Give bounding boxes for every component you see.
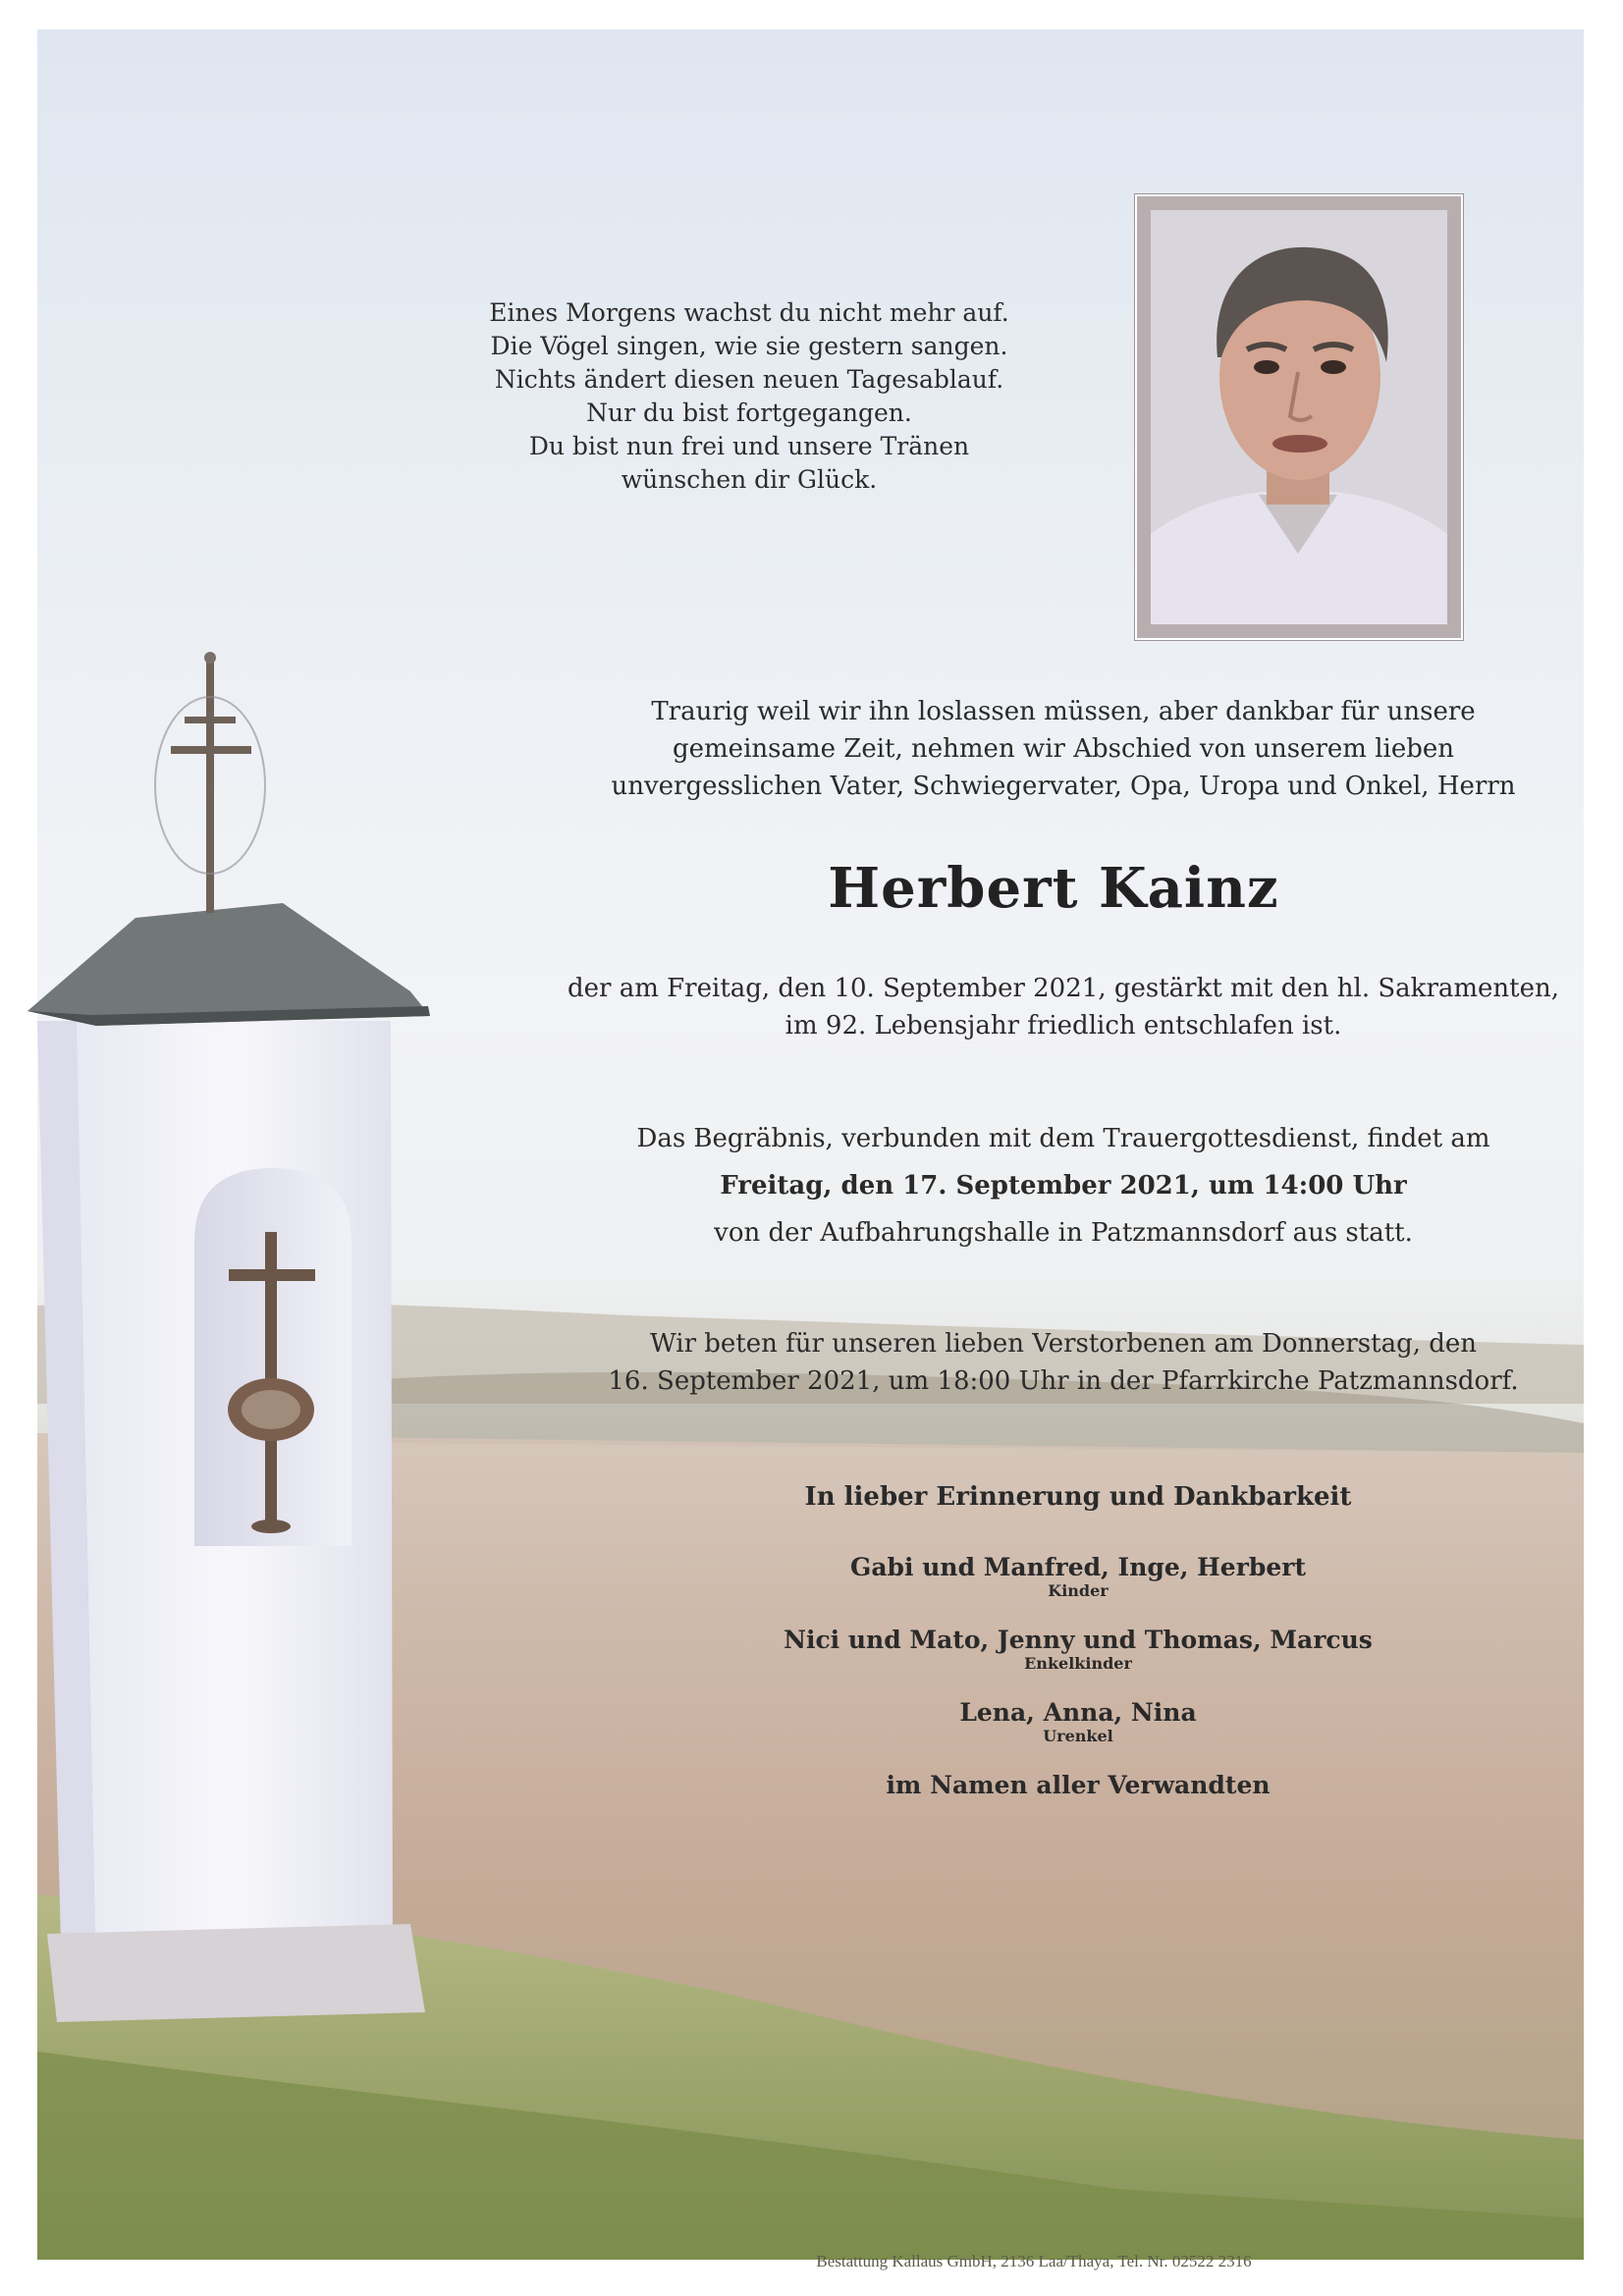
funeral-info xyxy=(587,1115,1540,1256)
grandchildren-role: Enkelkinder xyxy=(1024,1654,1132,1673)
poem-line: Eines Morgens wachst du nicht mehr auf. xyxy=(489,298,1009,327)
funeral-line: von der Aufbahrungshalle in Patzmannsdorf aus statt. xyxy=(714,1218,1413,1248)
poem-line: Die Vögel singen, wie sie gestern sangen. xyxy=(490,332,1008,360)
poem-line: Nichts ändert diesen neuen Tagesablauf. xyxy=(494,365,1004,394)
prayer-line: Wir beten für unseren lieben Verstorbenen am Donnerstag, den xyxy=(649,1329,1478,1359)
death-line: der am Freitag, den 10. September 2021, gestärkt mit den hl. Sakramenten, xyxy=(568,974,1560,1003)
grandchildren-names: Nici und Mato, Jenny und Thomas, Marcus xyxy=(784,1626,1373,1654)
funeral-home-footer: Bestattung Kallaus GmbH, 2136 Laa/Thaya, Tel. Nr. 02522 2316 xyxy=(816,2252,1252,2270)
intro-line: gemeinsame Zeit, nehmen wir Abschied von unserem lieben xyxy=(673,734,1454,764)
portrait-illustration xyxy=(1151,210,1447,624)
deceased-name: Herbert Kainz xyxy=(828,856,1279,921)
obituary-card xyxy=(37,29,1584,2270)
portrait-photo xyxy=(1151,210,1447,624)
wayside-shrine xyxy=(27,652,430,2022)
funeral-line: Das Begräbnis, verbunden mit dem Trauergottesdienst, findet am xyxy=(636,1124,1490,1153)
poem xyxy=(450,296,1049,497)
children-role: Kinder xyxy=(1048,1581,1109,1600)
poem-line: wünschen dir Glück. xyxy=(621,465,878,494)
mourners-closing: im Namen aller Verwandten xyxy=(886,1771,1271,1799)
children-names: Gabi und Manfred, Inge, Herbert xyxy=(849,1553,1306,1581)
portrait-frame xyxy=(1135,194,1463,640)
funeral-date: Freitag, den 17. September 2021, um 14:00 Uhr xyxy=(720,1171,1407,1201)
great-grandchildren-role: Urenkel xyxy=(1043,1727,1113,1745)
death-notice xyxy=(568,970,1559,1044)
intro-text xyxy=(568,693,1559,805)
mourners xyxy=(666,1482,1490,1799)
prayer-line: 16. September 2021, um 18:00 Uhr in der Pfarrkirche Patzmannsdorf. xyxy=(608,1366,1519,1396)
poem-line: Nur du bist fortgegangen. xyxy=(586,399,912,427)
intro-line: Traurig weil wir ihn loslassen müssen, aber dankbar für unsere xyxy=(651,697,1476,726)
mourners-heading: In lieber Erinnerung und Dankbarkeit xyxy=(804,1482,1352,1512)
great-grandchildren-names: Lena, Anna, Nina xyxy=(959,1698,1197,1727)
prayer-info xyxy=(568,1325,1559,1400)
poem-line: Du bist nun frei und unsere Tränen xyxy=(528,432,970,460)
intro-line: unvergesslichen Vater, Schwiegervater, Opa, Uropa und Onkel, Herrn xyxy=(611,772,1516,801)
death-line: im 92. Lebensjahr friedlich entschlafen ist. xyxy=(784,1011,1342,1041)
